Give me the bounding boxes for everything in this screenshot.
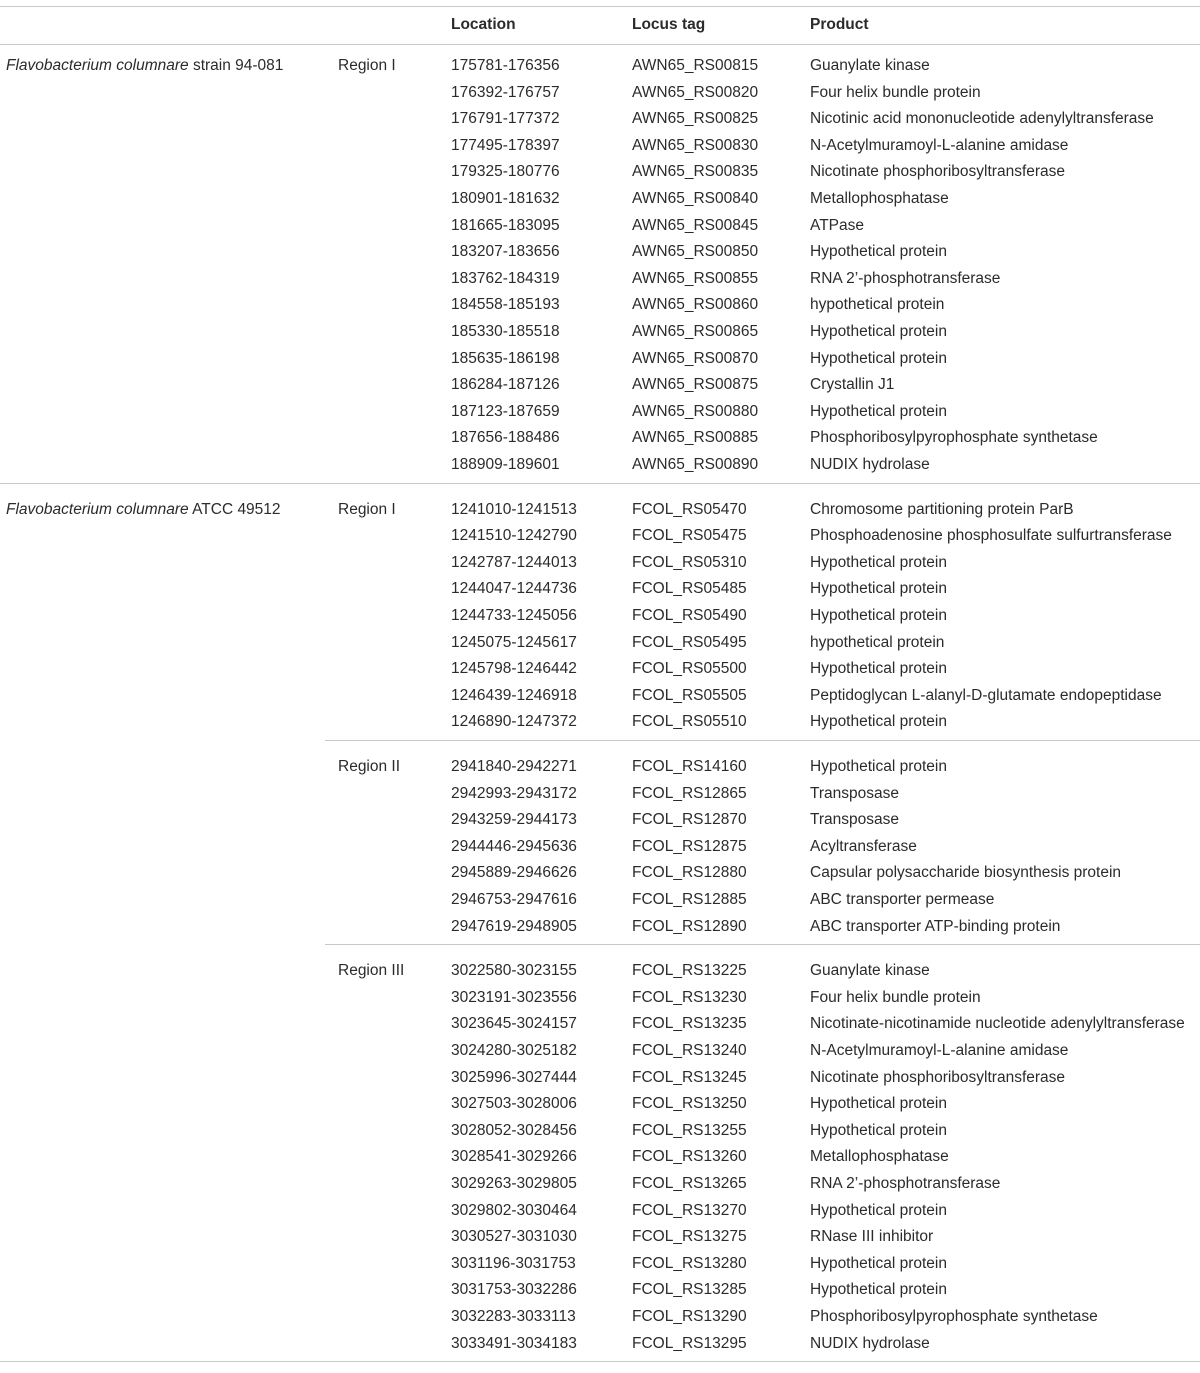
product-cell: Hypothetical protein bbox=[810, 607, 947, 624]
table-row bbox=[0, 958, 1200, 985]
product-cell: NUDIX hydrolase bbox=[810, 1334, 930, 1352]
product-cell: Phosphoadenosine phosphosulfate sulfurtransferase bbox=[810, 527, 1172, 545]
locus-tag-cell: FCOL_RS05485 bbox=[632, 580, 747, 598]
table-row bbox=[0, 781, 1200, 808]
product-cell: Guanylate kinase bbox=[810, 57, 930, 74]
location-cell: 3028541-3029266 bbox=[451, 1148, 577, 1166]
locus-tag-cell: FCOL_RS12880 bbox=[632, 864, 747, 882]
location-cell: 187656-188486 bbox=[451, 429, 560, 447]
bottom-rule bbox=[0, 1361, 1200, 1362]
product-cell: Nicotinate-nicotinamide nucleotide adenylyltransferase bbox=[810, 1015, 1185, 1033]
table-row bbox=[0, 1331, 1200, 1358]
product-cell: Metallophosphatase bbox=[810, 190, 949, 207]
product-cell: NUDIX hydrolase bbox=[810, 456, 930, 473]
locus-tag-cell: AWN65_RS00860 bbox=[632, 296, 759, 314]
location-cell: 175781-176356 bbox=[451, 57, 560, 74]
product-cell: Hypothetical protein bbox=[810, 1281, 947, 1299]
location-cell: 188909-189601 bbox=[451, 456, 560, 473]
organism-genus-species: Flavobacterium columnare bbox=[6, 57, 189, 74]
locus-tag-cell: AWN65_RS00890 bbox=[632, 456, 759, 473]
locus-tag-cell: AWN65_RS00825 bbox=[632, 110, 759, 128]
location-cell: 183762-184319 bbox=[451, 269, 560, 287]
product-cell: Capsular polysaccharide biosynthesis protein bbox=[810, 864, 1122, 882]
product-cell: Phosphoribosylpyrophosphate synthetase bbox=[810, 429, 1098, 447]
location-cell: 3024280-3025182 bbox=[451, 1042, 577, 1059]
table-row bbox=[0, 683, 1200, 710]
product-cell: Hypothetical protein bbox=[810, 660, 947, 678]
product-cell: Four helix bundle protein bbox=[810, 988, 981, 1006]
locus-tag-cell: FCOL_RS13290 bbox=[632, 1308, 747, 1325]
product-cell: Nicotinate phosphoribosyltransferase bbox=[810, 1068, 1066, 1086]
location-cell: 2946753-2947616 bbox=[451, 891, 577, 908]
table-row bbox=[0, 887, 1200, 914]
location-cell: 1245798-1246442 bbox=[451, 660, 577, 678]
product-cell: ABC transporter ATP-binding protein bbox=[810, 917, 1061, 935]
table-row bbox=[0, 550, 1200, 577]
product-cell: Metallophosphatase bbox=[810, 1148, 949, 1166]
locus-tag-cell: FCOL_RS12875 bbox=[632, 837, 747, 855]
locus-tag-cell: FCOL_RS12865 bbox=[632, 784, 747, 802]
organism-strain: ATCC 49512 bbox=[188, 500, 281, 518]
table-row bbox=[0, 497, 1200, 524]
table-row bbox=[0, 1118, 1200, 1145]
product-cell: Hypothetical protein bbox=[810, 243, 947, 261]
locus-tag-cell: FCOL_RS12870 bbox=[632, 811, 747, 829]
locus-tag-cell: AWN65_RS00865 bbox=[632, 323, 759, 340]
table-row bbox=[0, 292, 1200, 319]
locus-tag-cell: FCOL_RS05500 bbox=[632, 660, 747, 678]
product-cell: Hypothetical protein bbox=[810, 580, 947, 598]
location-cell: 185330-185518 bbox=[451, 323, 560, 340]
region-label: Region III bbox=[338, 962, 405, 980]
locus-tag-cell: FCOL_RS13255 bbox=[632, 1121, 747, 1139]
location-cell: 2941840-2942271 bbox=[451, 758, 577, 775]
locus-tag-cell: FCOL_RS13250 bbox=[632, 1095, 747, 1113]
table-row bbox=[0, 523, 1200, 550]
locus-tag-cell: FCOL_RS13235 bbox=[632, 1015, 747, 1033]
locus-tag-cell: AWN65_RS00830 bbox=[632, 136, 759, 154]
location-cell: 184558-185193 bbox=[451, 296, 560, 314]
table-row bbox=[0, 372, 1200, 399]
locus-tag-cell: AWN65_RS00840 bbox=[632, 190, 759, 207]
locus-tag-cell: FCOL_RS13260 bbox=[632, 1148, 747, 1166]
location-cell: 183207-183656 bbox=[451, 243, 560, 261]
location-cell: 176791-177372 bbox=[451, 110, 560, 128]
table-row bbox=[0, 709, 1200, 736]
location-cell: 3023645-3024157 bbox=[451, 1015, 577, 1033]
location-cell: 180901-181632 bbox=[451, 190, 560, 207]
locus-tag-cell: FCOL_RS13280 bbox=[632, 1254, 747, 1272]
locus-tag-cell: FCOL_RS13275 bbox=[632, 1228, 747, 1246]
location-cell: 1246890-1247372 bbox=[451, 713, 577, 731]
header-row bbox=[0, 8, 1200, 44]
table-row bbox=[0, 106, 1200, 133]
location-cell: 3032283-3033113 bbox=[451, 1308, 576, 1325]
locus-tag-cell: FCOL_RS13295 bbox=[632, 1334, 747, 1352]
location-cell: 3033491-3034183 bbox=[451, 1334, 577, 1352]
table-row bbox=[0, 346, 1200, 373]
table-row bbox=[0, 834, 1200, 861]
product-cell: Acyltransferase bbox=[810, 837, 917, 855]
product-cell: hypothetical protein bbox=[810, 296, 945, 314]
location-cell: 181665-183095 bbox=[451, 216, 560, 234]
product-cell: Hypothetical protein bbox=[810, 1201, 947, 1219]
locus-tag-cell: FCOL_RS13265 bbox=[632, 1175, 747, 1192]
product-cell: ATPase bbox=[810, 216, 864, 234]
locus-tag-cell: AWN65_RS00885 bbox=[632, 429, 759, 447]
product-cell: Transposase bbox=[810, 784, 900, 802]
locus-tag-cell: FCOL_RS05510 bbox=[632, 713, 747, 731]
table-row bbox=[0, 1277, 1200, 1304]
product-cell: Hypothetical protein bbox=[810, 349, 947, 367]
locus-tag-cell: FCOL_RS05495 bbox=[632, 633, 747, 651]
product-cell: Peptidoglycan L-alanyl-D-glutamate endopeptidase bbox=[810, 686, 1162, 704]
product-cell: N-Acetylmuramoyl-L-alanine amidase bbox=[810, 1042, 1069, 1059]
table-row bbox=[0, 319, 1200, 346]
product-cell: Nicotinate phosphoribosyltransferase bbox=[810, 163, 1066, 181]
product-cell: Hypothetical protein bbox=[810, 402, 947, 420]
product-cell: RNA 2’-phosphotransferase bbox=[810, 1175, 1001, 1192]
location-cell: 3028052-3028456 bbox=[451, 1121, 577, 1139]
locus-tag-cell: AWN65_RS00855 bbox=[632, 269, 759, 287]
product-cell: Hypothetical protein bbox=[810, 758, 947, 775]
location-cell: 1244733-1245056 bbox=[451, 607, 577, 624]
location-cell: 2947619-2948905 bbox=[451, 917, 577, 935]
location-cell: 3025996-3027444 bbox=[451, 1068, 577, 1086]
table-row bbox=[0, 985, 1200, 1012]
location-cell: 187123-187659 bbox=[451, 402, 560, 420]
location-cell: 186284-187126 bbox=[451, 376, 560, 394]
region-rule bbox=[325, 944, 1200, 945]
table-row bbox=[0, 1171, 1200, 1198]
location-cell: 2945889-2946626 bbox=[451, 864, 577, 882]
table-row bbox=[0, 603, 1200, 630]
locus-tag-cell: FCOL_RS13270 bbox=[632, 1201, 747, 1219]
locus-tag-cell: FCOL_RS12890 bbox=[632, 917, 747, 935]
table-row bbox=[0, 425, 1200, 452]
locus-tag-cell: FCOL_RS05505 bbox=[632, 686, 747, 704]
locus-tag-cell: FCOL_RS14160 bbox=[632, 758, 747, 775]
locus-tag-cell: AWN65_RS00850 bbox=[632, 243, 759, 261]
location-cell: 176392-176757 bbox=[451, 83, 560, 101]
product-cell: Chromosome partitioning protein ParB bbox=[810, 500, 1074, 518]
region-rule bbox=[325, 740, 1200, 741]
locus-tag-cell: AWN65_RS00815 bbox=[632, 57, 759, 74]
table-row bbox=[0, 860, 1200, 887]
organism-label bbox=[6, 497, 281, 524]
table-row bbox=[0, 213, 1200, 240]
location-cell: 2943259-2944173 bbox=[451, 811, 577, 829]
location-cell: 3029263-3029805 bbox=[451, 1175, 577, 1192]
location-cell: 2944446-2945636 bbox=[451, 837, 577, 855]
locus-tag-cell: FCOL_RS13285 bbox=[632, 1281, 747, 1299]
location-cell: 3022580-3023155 bbox=[451, 962, 577, 980]
table-row bbox=[0, 1144, 1200, 1171]
locus-tag-cell: AWN65_RS00820 bbox=[632, 83, 759, 101]
location-cell: 177495-178397 bbox=[451, 136, 560, 154]
locus-tag-cell: AWN65_RS00870 bbox=[632, 349, 759, 367]
header-rule bbox=[0, 44, 1200, 45]
product-cell: Hypothetical protein bbox=[810, 713, 947, 731]
location-cell: 1246439-1246918 bbox=[451, 686, 577, 704]
location-cell: 1244047-1244736 bbox=[451, 580, 577, 598]
table-row bbox=[0, 656, 1200, 683]
table-row bbox=[0, 807, 1200, 834]
product-cell: Hypothetical protein bbox=[810, 323, 947, 340]
table-row bbox=[0, 266, 1200, 293]
locus-tag-cell: FCOL_RS05490 bbox=[632, 607, 747, 624]
product-cell: Hypothetical protein bbox=[810, 1254, 947, 1272]
table-row bbox=[0, 186, 1200, 213]
location-cell: 1241010-1241513 bbox=[451, 500, 577, 518]
locus-tag-cell: AWN65_RS00835 bbox=[632, 163, 759, 181]
location-cell: 185635-186198 bbox=[451, 349, 560, 367]
region-label: Region II bbox=[338, 758, 401, 775]
location-cell: 1241510-1242790 bbox=[451, 527, 577, 545]
location-cell: 1242787-1244013 bbox=[451, 553, 577, 571]
product-cell: Hypothetical protein bbox=[810, 1095, 947, 1113]
table-row bbox=[0, 452, 1200, 479]
header-location: Location bbox=[451, 16, 516, 33]
group-rule bbox=[0, 483, 1200, 484]
table-row bbox=[0, 1304, 1200, 1331]
table-row bbox=[0, 1011, 1200, 1038]
header-product: Product bbox=[810, 16, 869, 33]
location-cell: 3030527-3031030 bbox=[451, 1228, 577, 1246]
table-row bbox=[0, 914, 1200, 941]
locus-tag-cell: FCOL_RS13225 bbox=[632, 962, 747, 980]
header-locus-tag: Locus tag bbox=[632, 16, 706, 33]
organism-label bbox=[6, 53, 283, 80]
table-row bbox=[0, 1065, 1200, 1092]
product-cell: Four helix bundle protein bbox=[810, 83, 981, 101]
location-cell: 3023191-3023556 bbox=[451, 988, 577, 1006]
location-cell: 3027503-3028006 bbox=[451, 1095, 577, 1113]
product-cell: ABC transporter permease bbox=[810, 891, 995, 908]
table-row bbox=[0, 1224, 1200, 1251]
table-row bbox=[0, 399, 1200, 426]
locus-tag-cell: FCOL_RS05310 bbox=[632, 553, 747, 571]
locus-tag-cell: FCOL_RS13240 bbox=[632, 1042, 747, 1059]
locus-tag-cell: FCOL_RS13230 bbox=[632, 988, 747, 1006]
product-cell: RNA 2’-phosphotransferase bbox=[810, 269, 1001, 287]
location-cell: 3029802-3030464 bbox=[451, 1201, 577, 1219]
product-cell: RNase III inhibitor bbox=[810, 1228, 934, 1246]
table-row bbox=[0, 1198, 1200, 1225]
table-row bbox=[0, 754, 1200, 781]
organism-genus-species: Flavobacterium columnare bbox=[6, 500, 189, 518]
table-row bbox=[0, 159, 1200, 186]
table-row bbox=[0, 239, 1200, 266]
locus-tag-cell: AWN65_RS00845 bbox=[632, 216, 759, 234]
product-cell: Nicotinic acid mononucleotide adenylyltransferase bbox=[810, 110, 1154, 128]
table-row bbox=[0, 630, 1200, 657]
top-rule bbox=[0, 6, 1200, 7]
product-cell: Crystallin J1 bbox=[810, 376, 895, 394]
locus-tag-cell: FCOL_RS05475 bbox=[632, 527, 747, 545]
locus-tag-cell: FCOL_RS05470 bbox=[632, 500, 747, 518]
product-cell: Phosphoribosylpyrophosphate synthetase bbox=[810, 1308, 1098, 1325]
table-row bbox=[0, 80, 1200, 107]
location-cell: 2942993-2943172 bbox=[451, 784, 577, 802]
region-label: Region I bbox=[338, 500, 396, 518]
table-row bbox=[0, 1251, 1200, 1278]
location-cell: 1245075-1245617 bbox=[451, 633, 577, 651]
region-label: Region I bbox=[338, 57, 396, 74]
locus-tag-cell: FCOL_RS13245 bbox=[632, 1068, 747, 1086]
location-cell: 3031196-3031753 bbox=[451, 1254, 576, 1272]
table-row bbox=[0, 1091, 1200, 1118]
product-cell: Transposase bbox=[810, 811, 900, 829]
location-cell: 3031753-3032286 bbox=[451, 1281, 577, 1299]
product-cell: N-Acetylmuramoyl-L-alanine amidase bbox=[810, 136, 1069, 154]
product-cell: hypothetical protein bbox=[810, 633, 945, 651]
table-row bbox=[0, 1038, 1200, 1065]
product-cell: Guanylate kinase bbox=[810, 962, 930, 980]
locus-tag-cell: AWN65_RS00875 bbox=[632, 376, 759, 394]
location-cell: 179325-180776 bbox=[451, 163, 560, 181]
product-cell: Hypothetical protein bbox=[810, 553, 947, 571]
table-row bbox=[0, 53, 1200, 80]
product-cell: Hypothetical protein bbox=[810, 1121, 947, 1139]
table-row bbox=[0, 133, 1200, 160]
organism-strain: strain 94-081 bbox=[188, 57, 284, 74]
table-row bbox=[0, 576, 1200, 603]
locus-tag-cell: AWN65_RS00880 bbox=[632, 402, 759, 420]
locus-tag-cell: FCOL_RS12885 bbox=[632, 891, 747, 908]
